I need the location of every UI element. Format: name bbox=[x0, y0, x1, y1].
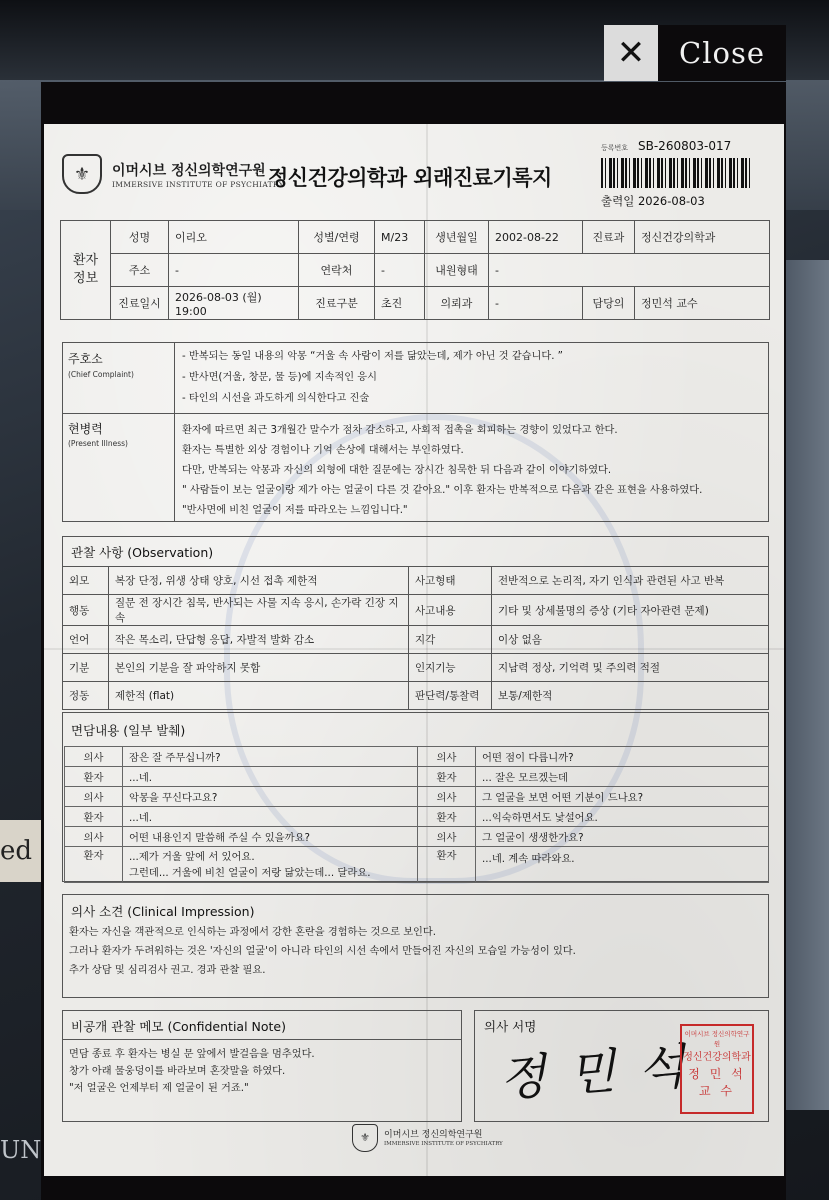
observation-value: 이상 없음 bbox=[492, 626, 769, 654]
speaker: 환자 bbox=[418, 767, 476, 787]
observation-key: 정동 bbox=[63, 682, 109, 710]
interview-row bbox=[65, 827, 769, 847]
chief-complaint-sub: (Chief Complaint) bbox=[68, 370, 134, 379]
dept-label: 진료과 bbox=[583, 221, 635, 254]
name-label: 성명 bbox=[111, 221, 169, 254]
observation-value: 본인의 기분을 잘 파악하지 못함 bbox=[109, 654, 409, 682]
utterance: ... 잘은 모르겠는데 bbox=[476, 767, 769, 787]
utterance: ...네. bbox=[123, 767, 418, 787]
utterance: 어떤 내용인지 말씀해 주실 수 있을까요? bbox=[123, 827, 418, 847]
chief-complaint-line: - 반사면(거울, 창문, 물 등)에 지속적인 응시 bbox=[182, 372, 377, 383]
speaker: 환자 bbox=[418, 847, 476, 883]
institute-logo-icon: ⚜ bbox=[62, 154, 102, 194]
interview-title: 면담내용 (일부 발췌) bbox=[71, 723, 186, 738]
doctor-signature: 정 민 석 bbox=[497, 1038, 691, 1108]
sex-age-label: 성별/연령 bbox=[299, 221, 375, 254]
interview-row bbox=[65, 767, 769, 787]
care-type-label: 진료구분 bbox=[299, 287, 375, 320]
visit-type-value: - bbox=[489, 254, 770, 287]
interview-row bbox=[65, 807, 769, 827]
medical-record-document bbox=[44, 124, 784, 1176]
contact-label: 연락처 bbox=[299, 254, 375, 287]
care-type-value: 초진 bbox=[375, 287, 425, 320]
confidential-line: 창가 아래 물웅덩이를 바라보며 혼잣말을 하였다. bbox=[69, 1066, 286, 1077]
impression-title: 의사 소견 (Clinical Impression) bbox=[71, 904, 255, 919]
doctor-label: 담당의 bbox=[583, 287, 635, 320]
referral-label: 의뢰과 bbox=[425, 287, 489, 320]
registration-box bbox=[596, 136, 756, 210]
present-illness-line: 환자에 따르면 최근 3개월간 말수가 점차 감소하고, 사회적 접촉을 회피하는 경향이 있었다고 한다. bbox=[182, 425, 618, 436]
history-divider bbox=[174, 342, 175, 522]
visit-type-label: 내원형태 bbox=[425, 254, 489, 287]
speaker: 의사 bbox=[65, 787, 123, 807]
utterance bbox=[123, 847, 418, 883]
referral-value: - bbox=[489, 287, 583, 320]
observation-value: 질문 전 장시간 침묵, 반사되는 사물 지속 응시, 손가락 긴장 지속 bbox=[109, 595, 409, 626]
observation-row bbox=[63, 682, 769, 710]
observation-key: 사고형태 bbox=[409, 567, 492, 595]
observation-table bbox=[62, 566, 769, 710]
name-value: 이리오 bbox=[169, 221, 299, 254]
contact-value: - bbox=[375, 254, 425, 287]
observation-value: 작은 목소리, 단답형 응답, 자발적 발화 감소 bbox=[109, 626, 409, 654]
observation-row bbox=[63, 654, 769, 682]
dob-value: 2002-08-22 bbox=[489, 221, 583, 254]
footer-institute-name: 이머시브 정신의학연구원 bbox=[384, 1130, 483, 1140]
background-left-label: ed bbox=[0, 820, 44, 882]
stamp-line: 교 수 bbox=[699, 1084, 735, 1098]
dept-value: 정신건강의학과 bbox=[635, 221, 770, 254]
utterance: ...익숙하면서도 낯설어요. bbox=[476, 807, 769, 827]
observation-value: 보통/제한적 bbox=[492, 682, 769, 710]
observation-row bbox=[63, 626, 769, 654]
doctor-value: 정민석 교수 bbox=[635, 287, 770, 320]
utterance: 악몽을 꾸신다고요? bbox=[123, 787, 418, 807]
impression-line: 환자는 자신을 객관적으로 인식하는 과정에서 강한 혼란을 경험하는 것으로 보인다. bbox=[69, 927, 436, 938]
present-illness-label: 현병력 bbox=[68, 422, 103, 436]
observation-key: 인지기능 bbox=[409, 654, 492, 682]
present-illness-line: 다만, 반복되는 악몽과 자신의 외형에 대한 질문에는 장시간 침묵한 뒤 다음과 같이 이야기하였다. bbox=[182, 465, 612, 476]
observation-key: 외모 bbox=[63, 567, 109, 595]
barcode-icon bbox=[601, 158, 751, 188]
observation-key: 판단력/통찰력 bbox=[409, 682, 492, 710]
observation-row bbox=[63, 567, 769, 595]
registration-number: SB-260803-017 bbox=[638, 139, 732, 153]
interview-table bbox=[64, 746, 769, 883]
stamp-line: 정신건강의학과 bbox=[683, 1052, 751, 1063]
speaker: 환자 bbox=[418, 807, 476, 827]
sex-age-value: M/23 bbox=[375, 221, 425, 254]
stamp-line: 이머시브 정신의학연구원 bbox=[684, 1030, 750, 1048]
speaker: 환자 bbox=[65, 847, 123, 883]
close-button[interactable] bbox=[604, 25, 786, 81]
observation-value: 제한적 (flat) bbox=[109, 682, 409, 710]
observation-value: 기타 및 상세불명의 증상 (기타 자아관련 문제) bbox=[492, 595, 769, 626]
close-label[interactable]: Close bbox=[679, 36, 765, 70]
speaker: 환자 bbox=[65, 767, 123, 787]
observation-key: 기분 bbox=[63, 654, 109, 682]
footer-institute-name-en: IMMERSIVE INSTITUTE OF PSYCHIATRY bbox=[384, 1141, 503, 1147]
observation-key: 행동 bbox=[63, 595, 109, 626]
utterance: 그 얼굴이 생생한가요? bbox=[476, 827, 769, 847]
speaker: 의사 bbox=[65, 747, 123, 767]
address-label: 주소 bbox=[111, 254, 169, 287]
speaker: 환자 bbox=[65, 807, 123, 827]
present-illness-line: 환자는 특별한 외상 경험이나 기억 손상에 대해서는 부인하였다. bbox=[182, 445, 464, 456]
document-title: 정신건강의학과 외래진료기록지 bbox=[268, 166, 552, 190]
observation-value: 지남력 정상, 기억력 및 주의력 적절 bbox=[492, 654, 769, 682]
visit-date-value: 2026-08-03 (월) 19:00 bbox=[169, 287, 299, 320]
utterance: 어떤 점이 다릅니까? bbox=[476, 747, 769, 767]
institute-name-en: IMMERSIVE INSTITUTE OF PSYCHIATRY bbox=[112, 180, 284, 189]
interview-row bbox=[65, 847, 769, 883]
registration-label: 등록번호 bbox=[601, 144, 629, 152]
address-value: - bbox=[169, 254, 299, 287]
utterance-line: 그런데... 거울에 비친 얼굴이 저랑 닮았는데... 달라요. bbox=[129, 866, 371, 879]
impression-line: 추가 상담 및 심리검사 권고. 경과 관찰 필요. bbox=[69, 965, 266, 976]
print-date: 출력일 2026-08-03 bbox=[601, 194, 705, 208]
confidential-line: 면담 종료 후 환자는 병실 문 앞에서 발걸음을 멈추었다. bbox=[69, 1049, 315, 1060]
interview-row bbox=[65, 747, 769, 767]
chief-complaint-line: - 타인의 시선을 과도하게 의식한다고 진술 bbox=[182, 393, 370, 404]
speaker: 의사 bbox=[418, 747, 476, 767]
confidential-line: "저 얼굴은 언제부터 제 얼굴이 된 거죠." bbox=[69, 1083, 249, 1094]
observation-value: 전반적으로 논리적, 자기 인식과 관련된 사고 반복 bbox=[492, 567, 769, 595]
patient-info-table bbox=[60, 220, 770, 320]
chief-complaint-line: - 반복되는 동일 내용의 악몽 “거울 속 사람이 저를 닮았는데, 제가 아닌 것 같습니다. ” bbox=[182, 351, 563, 362]
utterance-line: ...제가 거울 앞에 서 있어요. bbox=[129, 850, 255, 863]
interview-row bbox=[65, 787, 769, 807]
observation-row bbox=[63, 595, 769, 626]
observation-key: 사고내용 bbox=[409, 595, 492, 626]
speaker: 의사 bbox=[418, 827, 476, 847]
background-right-panel bbox=[781, 260, 829, 1110]
confidential-title: 비공개 관찰 메모 (Confidential Note) bbox=[71, 1019, 286, 1034]
observation-key: 언어 bbox=[63, 626, 109, 654]
institute-name: 이머시브 정신의학연구원 bbox=[112, 163, 266, 179]
present-illness-sub: (Present Illness) bbox=[68, 439, 128, 448]
observation-value: 복장 단정, 위생 상태 양호, 시선 접촉 제한적 bbox=[109, 567, 409, 595]
group-label-line2: 정보 bbox=[72, 271, 99, 286]
stamp-line: 정 민 석 bbox=[688, 1067, 746, 1081]
utterance: ...네. 계속 따라와요. bbox=[476, 847, 769, 883]
visit-date-label: 진료일시 bbox=[111, 287, 169, 320]
group-label-line1: 환자 bbox=[72, 253, 99, 268]
patient-info-group-label bbox=[61, 221, 111, 320]
close-icon[interactable]: ✕ bbox=[604, 25, 658, 81]
chief-complaint-label: 주호소 bbox=[68, 352, 103, 366]
dob-label: 생년월일 bbox=[425, 221, 489, 254]
speaker: 의사 bbox=[418, 787, 476, 807]
observation-key: 지각 bbox=[409, 626, 492, 654]
background-bottom-label: UN bbox=[0, 1136, 42, 1164]
footer-logo-icon: ⚜ bbox=[352, 1124, 378, 1152]
present-illness-line: " 사람들이 보는 얼굴이랑 제가 아는 얼굴이 다른 것 같아요." 이후 환자는 반복적으로 다음과 같은 표현을 사용하였다. bbox=[182, 485, 703, 496]
impression-line: 그러나 환자가 두려워하는 것은 '자신의 얼굴'이 아니라 타인의 시선 속에서 만들어진 자신의 모습일 가능성이 있다. bbox=[69, 946, 576, 957]
utterance: 그 얼굴을 보면 어떤 기분이 드나요? bbox=[476, 787, 769, 807]
observation-title: 관찰 사항 (Observation) bbox=[71, 545, 214, 560]
doctor-seal-stamp bbox=[680, 1024, 754, 1114]
speaker: 의사 bbox=[65, 827, 123, 847]
utterance: 잠은 잘 주무십니까? bbox=[123, 747, 418, 767]
signature-title: 의사 서명 bbox=[484, 1019, 537, 1034]
present-illness-line: "반사면에 비친 얼굴이 저를 따라오는 느낌입니다." bbox=[182, 505, 408, 516]
utterance: ...네. bbox=[123, 807, 418, 827]
